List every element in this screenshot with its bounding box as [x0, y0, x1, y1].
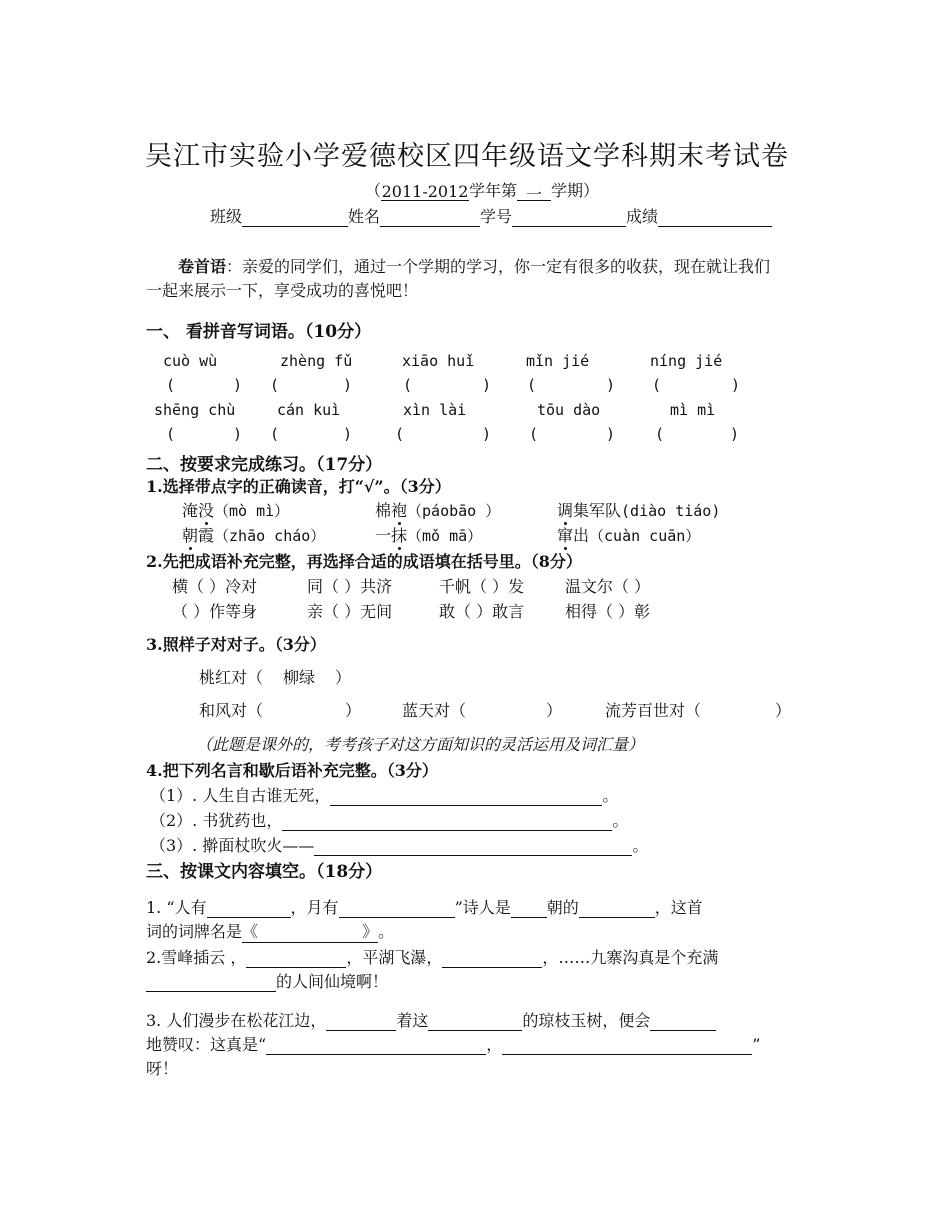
- pinyin-3: xiāo huǐ: [402, 352, 475, 370]
- page-title: 吴江市实验小学爱德校区四年级语文学科期末考试卷: [145, 141, 789, 172]
- reading-item-1[interactable]: 淹没（mò mì）: [182, 501, 290, 520]
- q2-4-title: 4.把下列名言和歇后语补充完整。（3分）: [146, 761, 438, 780]
- reading-item-5[interactable]: 一抹（mǒ mā）: [375, 526, 483, 545]
- answer-box-8[interactable]: ( ): [395, 425, 492, 443]
- proverb-1[interactable]: （1）. 人生自古谁无死， 。: [150, 786, 619, 805]
- idiom-8[interactable]: 相得（ ）彰: [565, 602, 651, 621]
- pinyin-6: shēng chù: [154, 401, 236, 419]
- pinyin-1: cuò wù: [163, 352, 218, 370]
- term-mid: 学年第: [469, 181, 518, 200]
- q3-3-line-3: 呀！: [146, 1059, 179, 1078]
- idiom-4[interactable]: 温文尔（ ）: [565, 577, 651, 596]
- q3-3-line-2[interactable]: 地赞叹：这真是“ ， ”: [146, 1035, 761, 1054]
- section3-heading: 三、按课文内容填空。（18分）: [146, 862, 383, 882]
- pinyin-8: xìn lài: [403, 401, 467, 419]
- q3-1-line-1[interactable]: 1. “人有 ，月有 ”诗人是 朝的 ，这首: [146, 898, 703, 917]
- idiom-2[interactable]: 同（ ）共济: [307, 577, 393, 596]
- idiom-1[interactable]: 横（ ）冷对: [172, 577, 258, 596]
- q2-3-title: 3.照样子对对子。（3分）: [146, 635, 326, 654]
- idiom-7[interactable]: 敢（ ）敢言: [439, 602, 525, 621]
- intro-label: 卷首语: [178, 257, 227, 276]
- score-label: 成绩: [626, 207, 659, 226]
- idiom-5[interactable]: （ ）作等身: [172, 602, 258, 621]
- idiom-6[interactable]: 亲（ ）无间: [307, 602, 393, 621]
- reading-item-3[interactable]: 调集军队(diào tiáo): [557, 501, 721, 520]
- section2-heading: 二、按要求完成练习。（17分）: [146, 455, 383, 475]
- pinyin-9: tōu dào: [537, 401, 601, 419]
- pinyin-4: mǐn jié: [526, 352, 590, 370]
- answer-box-9[interactable]: ( ): [529, 425, 616, 443]
- proverb-3[interactable]: （3）. 擀面杖吹火—— 。: [150, 836, 649, 855]
- section1-heading: 一、 看拼音写词语。（10分）: [146, 322, 372, 342]
- intro-line-1: [178, 254, 770, 277]
- q3-2-line-2[interactable]: 的人间仙境啊！: [146, 969, 388, 992]
- idiom-3[interactable]: 千帆（ ）发: [439, 577, 525, 596]
- q3-3-line-1[interactable]: 3. 人们漫步在松花江边， 着这 的琼枝玉树，便会: [146, 1008, 716, 1031]
- pinyin-5: níng jié: [650, 352, 723, 370]
- couplet-3[interactable]: 流芳百世对（ ）: [605, 701, 792, 720]
- score-input[interactable]: [658, 208, 772, 227]
- intro-line-2: 一起来展示一下，享受成功的喜悦吧！: [146, 281, 419, 300]
- answer-box-6[interactable]: ( ): [166, 425, 243, 443]
- proverb-2[interactable]: （2）. 书犹药也， 。: [150, 811, 629, 830]
- year-field: 2011-2012: [381, 182, 469, 201]
- q2-3-note: （此题是课外的，考考孩子对这方面知识的灵活运用及词汇量）: [196, 735, 645, 754]
- pinyin-2: zhèng fǔ: [280, 352, 353, 370]
- answer-box-3[interactable]: ( ): [403, 376, 492, 394]
- name-label: 姓名: [348, 207, 381, 226]
- answer-box-1[interactable]: ( ): [166, 376, 243, 394]
- couplet-2[interactable]: 蓝天对（ ）: [402, 701, 563, 720]
- q2-2-title: 2.先把成语补充完整，再选择合适的成语填在括号里。（8分）: [146, 552, 582, 571]
- couplet-example: 桃红对（ 柳绿 ）: [199, 668, 352, 687]
- intro-text-1: ：亲爱的同学们，通过一个学期的学习，你一定有很多的收获，现在就让我们: [226, 257, 771, 276]
- reading-item-4[interactable]: 朝霞（zhāo cháo）: [182, 526, 326, 545]
- class-input[interactable]: [242, 208, 348, 227]
- student-info-row: [210, 204, 772, 227]
- term-number: 一: [517, 182, 551, 201]
- couplet-1[interactable]: 和风对（ ）: [199, 701, 362, 720]
- name-input[interactable]: [380, 208, 480, 227]
- reading-item-2[interactable]: 棉袍（páobāo ）: [375, 501, 501, 520]
- pinyin-10: mì mì: [670, 401, 716, 419]
- term-line: [365, 178, 600, 204]
- reading-item-6[interactable]: 窜出（cuàn cuān）: [557, 526, 701, 545]
- q3-2-line-1[interactable]: 2.雪峰插云 ， ，平湖飞瀑， ，……九寨沟真是个充满: [146, 948, 719, 967]
- answer-box-5[interactable]: ( ): [652, 376, 741, 394]
- answer-box-2[interactable]: ( ): [270, 376, 353, 394]
- q2-1-title: 1.选择带点字的正确读音，打“√”。（3分）: [146, 477, 451, 496]
- term-suffix: 学期）: [551, 181, 600, 200]
- id-label: 学号: [480, 207, 513, 226]
- q3-1-line-2[interactable]: 词的词牌名是《 》。: [146, 919, 394, 943]
- class-label: 班级: [210, 207, 243, 226]
- pinyin-7: cán kuì: [277, 401, 341, 419]
- term-prefix: （: [365, 181, 382, 200]
- answer-box-7[interactable]: ( ): [270, 425, 353, 443]
- answer-box-10[interactable]: ( ): [655, 425, 740, 443]
- answer-box-4[interactable]: ( ): [527, 376, 616, 394]
- id-input[interactable]: [512, 208, 626, 227]
